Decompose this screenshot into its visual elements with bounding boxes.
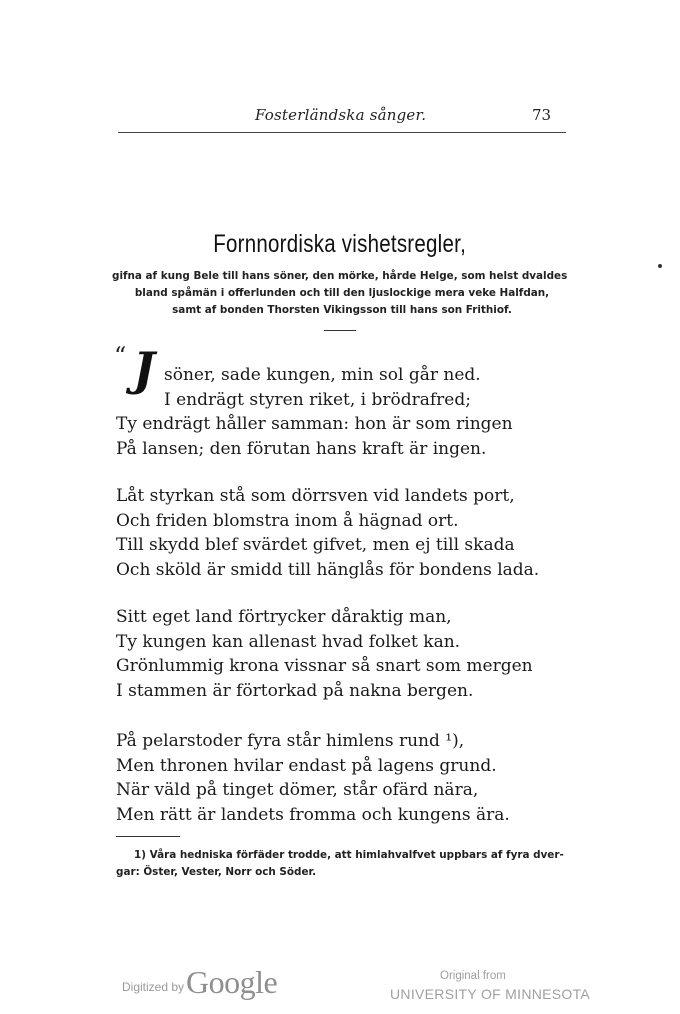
poem-subtitle [112,268,572,319]
institution-label: UNIVERSITY OF MINNESOTA [390,986,591,1002]
google-logo: Google [186,964,278,1000]
verse-line: Till skydd blef svärdet gifvet, men ej till skada [116,535,515,555]
original-from-label: Original from [440,970,506,982]
stanza-3 [116,605,533,703]
footnote-line: gar: Öster, Vester, Norr och Söder. [116,866,317,878]
opening-quote-mark: “ [114,342,127,370]
footnote-rule [116,836,180,837]
digitized-by-label: Digitized by [122,980,185,994]
drop-cap: J [133,342,155,396]
footnote-line: 1) Våra hedniska förfäder trodde, att himlahvalfvet uppbars af fyra dver- [134,849,564,861]
subtitle-line: samt af bonden Thorsten Vikingsson till hans son Frithiof. [172,304,512,316]
stanza-2 [116,484,539,582]
running-title: Fosterländska sånger. [255,106,427,124]
stanza-4 [116,729,510,827]
verse-line: Låt styrkan stå som dörrsven vid landets port, [116,486,515,506]
footnote [116,847,566,881]
ink-speck [658,264,662,268]
stanza-1 [116,363,513,461]
title-divider [324,330,356,331]
verse-line: söner, sade kungen, min sol går ned. [164,365,481,385]
verse-line: Och sköld är smidd till hänglås för bondens lada. [116,559,540,580]
poem-title: Fornnordiska vishetsregler, [213,230,467,258]
verse-line: På pelarstoder fyra står himlens rund ¹), [116,731,465,751]
verse-line: Sitt eget land förtrycker dåraktig man, [116,607,452,627]
verse-line: Och friden blomstra inom å hägnad ort. [116,510,459,531]
verse-line: I endrägt styren riket, i brödrafred; [164,389,471,410]
verse-line: På lansen; den förutan hans kraft är ingen. [116,438,487,459]
verse-line: Ty kungen kan allenast hvad folket kan. [116,631,461,652]
verse-line: Grönlummig krona vissnar så snart som mergen [116,656,533,676]
verse-line: När väld på tinget dömer, står ofärd nära, [116,780,479,800]
verse-line: Men rätt är landets fromma och kungens ära. [116,804,510,825]
page-number: 73 [532,106,552,124]
subtitle-line: gifna af kung Bele till hans söner, den mörke, hårde Helge, som helst dvaldes [112,270,568,282]
header-rule [118,132,566,133]
verse-line: Men thronen hvilar endast på lagens grund. [116,755,497,776]
subtitle-line: bland spåmän i offerlunden och till den ljuslockige mera veke Halfdan, [134,287,550,299]
verse-line: Ty endrägt håller samman: hon är som ringen [116,414,513,434]
verse-line: I stammen är förtorkad på nakna bergen. [116,680,474,701]
